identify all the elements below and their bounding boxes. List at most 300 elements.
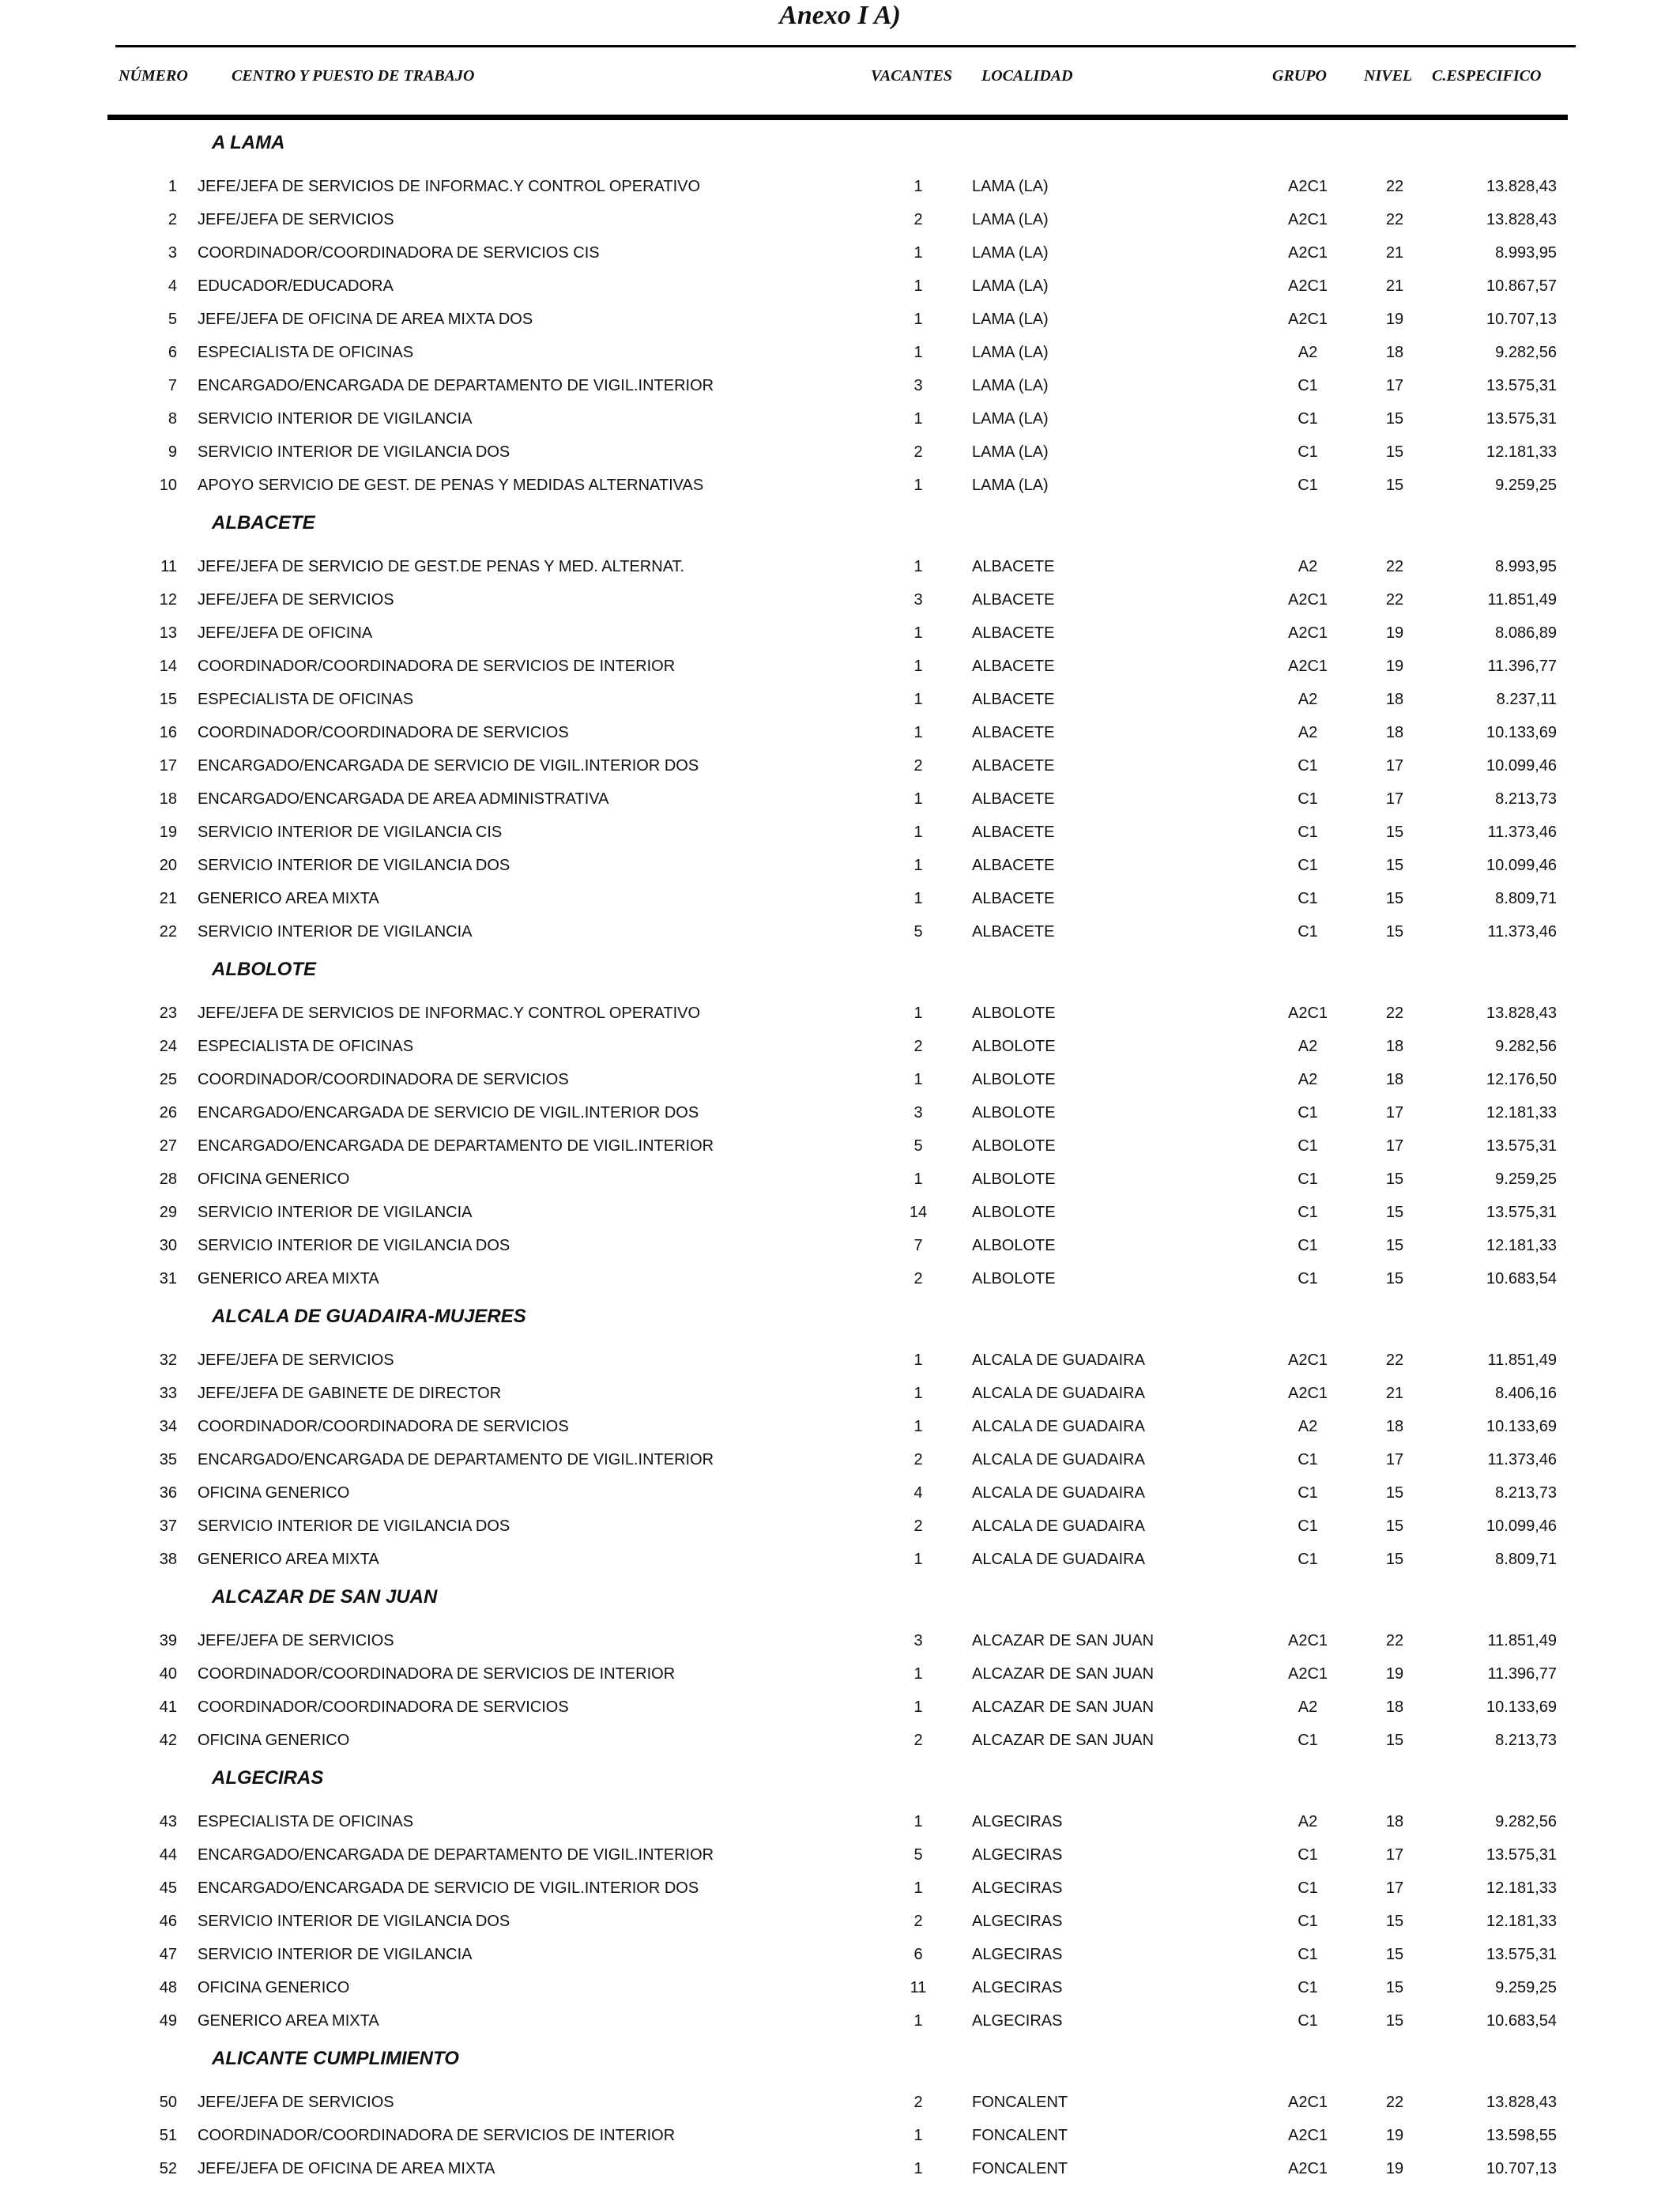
row-grupo: A2C1 [1287,2127,1328,2144]
row-vacantes: 2 [913,1517,923,1535]
row-especifico: 8.993,95 [1495,244,1557,262]
row-puesto: APOYO SERVICIO DE GEST. DE PENAS Y MEDIDAS ALTERNATIVAS [198,477,704,494]
row-nivel: 15 [1385,1913,1404,1930]
row-grupo: A2C1 [1287,277,1328,295]
row-grupo: A2 [1298,1071,1318,1088]
row-nivel: 19 [1385,2127,1404,2144]
row-nivel: 15 [1385,1946,1404,1963]
row-vacantes: 3 [913,1104,923,1122]
row-nivel: 17 [1385,790,1404,808]
row-nivel: 17 [1385,377,1404,394]
row-number: 1 [168,178,177,195]
row-especifico: 13.575,31 [1486,1846,1557,1864]
row-number: 31 [159,1270,177,1287]
row-vacantes: 2 [913,1913,923,1930]
row-grupo: C1 [1298,410,1318,428]
row-grupo: C1 [1298,1270,1318,1287]
row-nivel: 15 [1385,1204,1404,1221]
row-puesto: SERVICIO INTERIOR DE VIGILANCIA [198,410,473,428]
row-puesto: JEFE/JEFA DE OFICINA [198,624,373,642]
row-puesto: SERVICIO INTERIOR DE VIGILANCIA DOS [198,1517,510,1535]
row-especifico: 13.575,31 [1486,1946,1557,1963]
row-number: 52 [159,2160,177,2177]
table-row [0,920,1680,944]
row-puesto: JEFE/JEFA DE SERVICIOS [198,211,394,228]
row-especifico: 13.575,31 [1486,410,1557,428]
row-vacantes: 1 [913,277,923,295]
row-number: 8 [168,410,177,428]
row-puesto: COORDINADOR/COORDINADORA DE SERVICIOS [198,1418,569,1435]
row-grupo: A2C1 [1287,1005,1328,1022]
row-vacantes: 2 [913,1732,923,1749]
table-row [0,1001,1680,1025]
table-row [0,555,1680,579]
row-grupo: A2 [1298,1698,1318,1716]
row-especifico: 9.282,56 [1495,1813,1557,1830]
table-row [0,854,1680,877]
row-grupo: A2 [1298,1813,1318,1830]
row-especifico: 11.373,46 [1487,923,1557,941]
row-especifico: 10.133,69 [1486,1418,1557,1435]
row-puesto: JEFE/JEFA DE OFICINA DE AREA MIXTA DOS [198,311,533,328]
row-number: 43 [159,1813,177,1830]
row-nivel: 18 [1385,1813,1404,1830]
row-number: 16 [159,724,177,741]
row-vacantes: 1 [913,1879,923,1897]
row-grupo: C1 [1298,1946,1318,1963]
row-nivel: 19 [1385,624,1404,642]
table-row [0,1348,1680,1372]
row-number: 25 [159,1071,177,1088]
center-title: ALICANTE CUMPLIMIENTO [212,2048,459,2069]
table-row [0,1068,1680,1091]
row-grupo: C1 [1298,757,1318,775]
table-row [0,887,1680,910]
row-especifico: 9.259,25 [1495,1979,1557,1996]
row-especifico: 13.828,43 [1486,1005,1557,1022]
row-especifico: 11.851,49 [1487,1351,1557,1369]
row-vacantes: 1 [913,1385,923,1402]
row-localidad: ALBACETE [972,558,1055,575]
row-number: 35 [159,1451,177,1468]
row-vacantes: 2 [913,1270,923,1287]
row-number: 49 [159,2012,177,2030]
row-vacantes: 2 [913,443,923,461]
row-number: 40 [159,1665,177,1683]
row-grupo: C1 [1298,857,1318,874]
table-row [0,1728,1680,1752]
row-nivel: 17 [1385,1451,1404,1468]
row-puesto: OFICINA GENERICO [198,1732,350,1749]
row-vacantes: 5 [913,1137,923,1155]
row-nivel: 15 [1385,1517,1404,1535]
row-vacantes: 2 [913,211,923,228]
row-localidad: ALBOLOTE [972,1104,1056,1122]
row-grupo: C1 [1298,923,1318,941]
row-especifico: 13.828,43 [1486,178,1557,195]
row-especifico: 8.809,71 [1495,1551,1557,1568]
table-row [0,1134,1680,1158]
row-especifico: 11.396,77 [1487,1665,1557,1683]
table-row [0,1267,1680,1291]
table-row [0,1547,1680,1571]
row-number: 48 [159,1979,177,1996]
table-row [0,2124,1680,2147]
row-puesto: GENERICO AREA MIXTA [198,1270,379,1287]
center-title: ALBOLOTE [212,959,316,980]
row-grupo: A2C1 [1287,624,1328,642]
row-number: 2 [168,211,177,228]
row-nivel: 15 [1385,410,1404,428]
row-vacantes: 1 [913,824,923,841]
row-grupo: C1 [1298,1979,1318,1996]
row-number: 51 [159,2127,177,2144]
row-localidad: ALCALA DE GUADAIRA [972,1517,1145,1535]
row-localidad: FONCALENT [972,2160,1068,2177]
table-row [0,1167,1680,1191]
row-grupo: A2 [1298,1418,1318,1435]
header-vacantes: VACANTES [871,67,952,85]
row-nivel: 18 [1385,691,1404,708]
center-title: ALGECIRAS [212,1767,324,1789]
row-grupo: A2 [1298,1038,1318,1055]
row-especifico: 10.133,69 [1486,1698,1557,1716]
row-number: 3 [168,244,177,262]
row-nivel: 15 [1385,477,1404,494]
row-especifico: 8.213,73 [1495,790,1557,808]
row-localidad: ALBOLOTE [972,1137,1056,1155]
row-number: 37 [159,1517,177,1535]
row-grupo: A2C1 [1287,244,1328,262]
table-row [0,1382,1680,1405]
row-localidad: LAMA (LA) [972,277,1049,295]
row-especifico: 12.181,33 [1486,1237,1557,1254]
row-nivel: 18 [1385,724,1404,741]
row-number: 12 [159,591,177,609]
row-number: 38 [159,1551,177,1568]
row-especifico: 10.133,69 [1486,724,1557,741]
row-nivel: 18 [1385,1071,1404,1088]
row-puesto: SERVICIO INTERIOR DE VIGILANCIA [198,923,473,941]
row-localidad: LAMA (LA) [972,311,1049,328]
row-vacantes: 3 [913,591,923,609]
row-number: 18 [159,790,177,808]
row-vacantes: 1 [913,410,923,428]
table-row [0,440,1680,464]
row-especifico: 9.259,25 [1495,1171,1557,1188]
row-grupo: C1 [1298,1171,1318,1188]
row-especifico: 9.282,56 [1495,1038,1557,1055]
row-especifico: 11.373,46 [1487,1451,1557,1468]
row-especifico: 8.809,71 [1495,890,1557,907]
row-puesto: GENERICO AREA MIXTA [198,890,379,907]
row-puesto: COORDINADOR/COORDINADORA DE SERVICIOS [198,724,569,741]
row-nivel: 21 [1385,1385,1404,1402]
row-puesto: ENCARGADO/ENCARGADA DE DEPARTAMENTO DE VIGIL.INTERIOR [198,1451,714,1468]
row-vacantes: 1 [913,790,923,808]
row-especifico: 10.099,46 [1486,757,1557,775]
row-localidad: ALBACETE [972,923,1055,941]
row-grupo: C1 [1298,1846,1318,1864]
row-puesto: ENCARGADO/ENCARGADA DE DEPARTAMENTO DE VIGIL.INTERIOR [198,1846,714,1864]
row-puesto: SERVICIO INTERIOR DE VIGILANCIA DOS [198,443,510,461]
row-puesto: ENCARGADO/ENCARGADA DE AREA ADMINISTRATIVA [198,790,609,808]
row-puesto: SERVICIO INTERIOR DE VIGILANCIA [198,1946,473,1963]
row-especifico: 9.282,56 [1495,344,1557,361]
row-grupo: C1 [1298,1879,1318,1897]
table-row [0,2009,1680,2033]
table-row [0,2157,1680,2181]
row-number: 22 [159,923,177,941]
row-localidad: ALBOLOTE [972,1270,1056,1287]
header-centro: CENTRO Y PUESTO DE TRABAJO [232,67,475,85]
row-localidad: ALGECIRAS [972,1813,1063,1830]
row-localidad: FONCALENT [972,2127,1068,2144]
row-especifico: 8.086,89 [1495,624,1557,642]
row-number: 39 [159,1632,177,1649]
row-especifico: 10.707,13 [1486,2160,1557,2177]
row-especifico: 13.598,55 [1486,2127,1557,2144]
row-number: 45 [159,1879,177,1897]
center-title: ALCAZAR DE SAN JUAN [212,1586,438,1608]
row-localidad: ALCALA DE GUADAIRA [972,1385,1145,1402]
row-grupo: C1 [1298,2012,1318,2030]
row-localidad: ALBACETE [972,658,1055,675]
row-grupo: C1 [1298,1517,1318,1535]
center-title: A LAMA [212,132,285,153]
row-puesto: JEFE/JEFA DE SERVICIOS [198,2094,394,2111]
row-vacantes: 7 [913,1237,923,1254]
row-localidad: ALGECIRAS [972,1979,1063,1996]
row-nivel: 15 [1385,1484,1404,1502]
table-row [0,241,1680,265]
row-puesto: JEFE/JEFA DE SERVICIO DE GEST.DE PENAS Y MED. ALTERNAT. [198,558,685,575]
row-grupo: A2C1 [1287,1632,1328,1649]
row-grupo: A2C1 [1287,2160,1328,2177]
row-nivel: 15 [1385,923,1404,941]
row-nivel: 18 [1385,1038,1404,1055]
header-localidad: LOCALIDAD [981,67,1073,85]
row-especifico: 12.176,50 [1486,1071,1557,1088]
row-number: 46 [159,1913,177,1930]
row-localidad: ALGECIRAS [972,1946,1063,1963]
table-row [0,654,1680,678]
row-localidad: ALBACETE [972,724,1055,741]
header-numero: NÚMERO [119,67,188,85]
row-grupo: C1 [1298,1237,1318,1254]
row-nivel: 22 [1385,1632,1404,1649]
table-row [0,274,1680,298]
row-localidad: LAMA (LA) [972,410,1049,428]
row-vacantes: 1 [913,477,923,494]
table-row [0,688,1680,711]
table-row [0,2090,1680,2114]
row-number: 13 [159,624,177,642]
row-vacantes: 1 [913,1813,923,1830]
row-grupo: C1 [1298,890,1318,907]
row-number: 29 [159,1204,177,1221]
row-localidad: LAMA (LA) [972,244,1049,262]
row-localidad: ALBOLOTE [972,1005,1056,1022]
row-puesto: SERVICIO INTERIOR DE VIGILANCIA DOS [198,1237,510,1254]
row-nivel: 15 [1385,1237,1404,1254]
row-vacantes: 3 [913,377,923,394]
row-vacantes: 1 [913,1171,923,1188]
row-vacantes: 1 [913,344,923,361]
row-especifico: 10.683,54 [1486,2012,1557,2030]
row-nivel: 19 [1385,658,1404,675]
row-vacantes: 2 [913,2094,923,2111]
row-localidad: ALCALA DE GUADAIRA [972,1351,1145,1369]
row-localidad: ALBACETE [972,591,1055,609]
row-number: 33 [159,1385,177,1402]
row-grupo: A2C1 [1287,591,1328,609]
row-puesto: OFICINA GENERICO [198,1171,350,1188]
row-localidad: ALBOLOTE [972,1237,1056,1254]
row-localidad: ALBACETE [972,890,1055,907]
row-grupo: C1 [1298,1137,1318,1155]
row-localidad: ALCALA DE GUADAIRA [972,1418,1145,1435]
row-number: 15 [159,691,177,708]
row-especifico: 11.396,77 [1487,658,1557,675]
row-vacantes: 1 [913,857,923,874]
table-row [0,754,1680,778]
row-especifico: 12.181,33 [1486,1879,1557,1897]
row-vacantes: 1 [913,2160,923,2177]
row-grupo: A2 [1298,691,1318,708]
row-grupo: C1 [1298,1732,1318,1749]
row-nivel: 15 [1385,1551,1404,1568]
row-localidad: ALBACETE [972,824,1055,841]
row-especifico: 13.828,43 [1486,211,1557,228]
row-nivel: 17 [1385,757,1404,775]
row-number: 4 [168,277,177,295]
row-nivel: 22 [1385,211,1404,228]
row-grupo: A2 [1298,558,1318,575]
row-number: 24 [159,1038,177,1055]
table-row [0,1695,1680,1719]
table-row [0,1976,1680,2000]
row-nivel: 22 [1385,558,1404,575]
row-localidad: ALCALA DE GUADAIRA [972,1484,1145,1502]
row-vacantes: 1 [913,1665,923,1683]
row-puesto: JEFE/JEFA DE GABINETE DE DIRECTOR [198,1385,502,1402]
table-row [0,1481,1680,1505]
row-vacantes: 2 [913,1451,923,1468]
row-localidad: ALBOLOTE [972,1171,1056,1188]
row-number: 11 [160,558,177,575]
row-vacantes: 1 [913,1551,923,1568]
table-row [0,1234,1680,1257]
row-vacantes: 1 [913,244,923,262]
row-vacantes: 5 [913,1846,923,1864]
row-nivel: 15 [1385,824,1404,841]
row-grupo: C1 [1298,1451,1318,1468]
row-grupo: A2C1 [1287,2094,1328,2111]
table-row [0,721,1680,745]
row-puesto: ENCARGADO/ENCARGADA DE DEPARTAMENTO DE VIGIL.INTERIOR [198,377,714,394]
row-especifico: 13.575,31 [1486,377,1557,394]
row-especifico: 8.406,16 [1495,1385,1557,1402]
row-vacantes: 1 [913,890,923,907]
row-grupo: C1 [1298,1204,1318,1221]
row-localidad: LAMA (LA) [972,344,1049,361]
row-vacantes: 11 [910,1979,927,1996]
row-localidad: FONCALENT [972,2094,1068,2111]
row-especifico: 8.213,73 [1495,1732,1557,1749]
row-grupo: C1 [1298,790,1318,808]
table-row [0,1629,1680,1653]
row-localidad: LAMA (LA) [972,443,1049,461]
row-puesto: ENCARGADO/ENCARGADA DE SERVICIO DE VIGIL.INTERIOR DOS [198,1879,699,1897]
row-localidad: LAMA (LA) [972,178,1049,195]
row-nivel: 19 [1385,311,1404,328]
row-nivel: 22 [1385,1351,1404,1369]
row-puesto: ESPECIALISTA DE OFICINAS [198,1038,414,1055]
row-puesto: COORDINADOR/COORDINADORA DE SERVICIOS CIS [198,244,600,262]
table-row [0,1662,1680,1686]
row-vacantes: 1 [913,624,923,642]
row-vacantes: 1 [913,311,923,328]
row-especifico: 8.213,73 [1495,1484,1557,1502]
row-puesto: JEFE/JEFA DE SERVICIOS [198,1632,394,1649]
table-row [0,787,1680,811]
row-especifico: 11.851,49 [1487,1632,1557,1649]
row-puesto: COORDINADOR/COORDINADORA DE SERVICIOS DE INTERIOR [198,1665,676,1683]
row-nivel: 15 [1385,2012,1404,2030]
row-grupo: A2C1 [1287,1665,1328,1683]
row-especifico: 10.867,57 [1486,277,1557,295]
row-especifico: 9.259,25 [1495,477,1557,494]
row-especifico: 8.993,95 [1495,558,1557,575]
row-localidad: ALBACETE [972,691,1055,708]
row-nivel: 18 [1385,344,1404,361]
row-grupo: A2C1 [1287,658,1328,675]
row-especifico: 10.683,54 [1486,1270,1557,1287]
row-number: 9 [168,443,177,461]
row-vacantes: 1 [913,178,923,195]
row-localidad: ALCALA DE GUADAIRA [972,1551,1145,1568]
row-localidad: ALCAZAR DE SAN JUAN [972,1665,1155,1683]
row-localidad: ALGECIRAS [972,1879,1063,1897]
row-localidad: ALCAZAR DE SAN JUAN [972,1732,1155,1749]
row-especifico: 11.851,49 [1487,591,1557,609]
table-row [0,588,1680,612]
row-number: 41 [159,1698,177,1716]
center-title: ALBACETE [212,512,315,533]
row-nivel: 22 [1385,1005,1404,1022]
row-puesto: ENCARGADO/ENCARGADA DE SERVICIO DE VIGIL.INTERIOR DOS [198,1104,699,1122]
row-number: 20 [159,857,177,874]
row-puesto: GENERICO AREA MIXTA [198,1551,379,1568]
row-vacantes: 1 [913,1351,923,1369]
row-especifico: 10.707,13 [1486,311,1557,328]
row-puesto: ENCARGADO/ENCARGADA DE DEPARTAMENTO DE VIGIL.INTERIOR [198,1137,714,1155]
row-vacantes: 1 [913,2127,923,2144]
row-nivel: 15 [1385,857,1404,874]
table-row [0,1101,1680,1125]
row-vacantes: 3 [913,1632,923,1649]
row-nivel: 19 [1385,1665,1404,1683]
row-nivel: 15 [1385,443,1404,461]
row-localidad: LAMA (LA) [972,377,1049,394]
row-nivel: 15 [1385,1171,1404,1188]
row-localidad: ALBACETE [972,757,1055,775]
row-vacantes: 1 [913,2012,923,2030]
table-row [0,820,1680,844]
row-puesto: SERVICIO INTERIOR DE VIGILANCIA DOS [198,857,510,874]
row-nivel: 15 [1385,1732,1404,1749]
